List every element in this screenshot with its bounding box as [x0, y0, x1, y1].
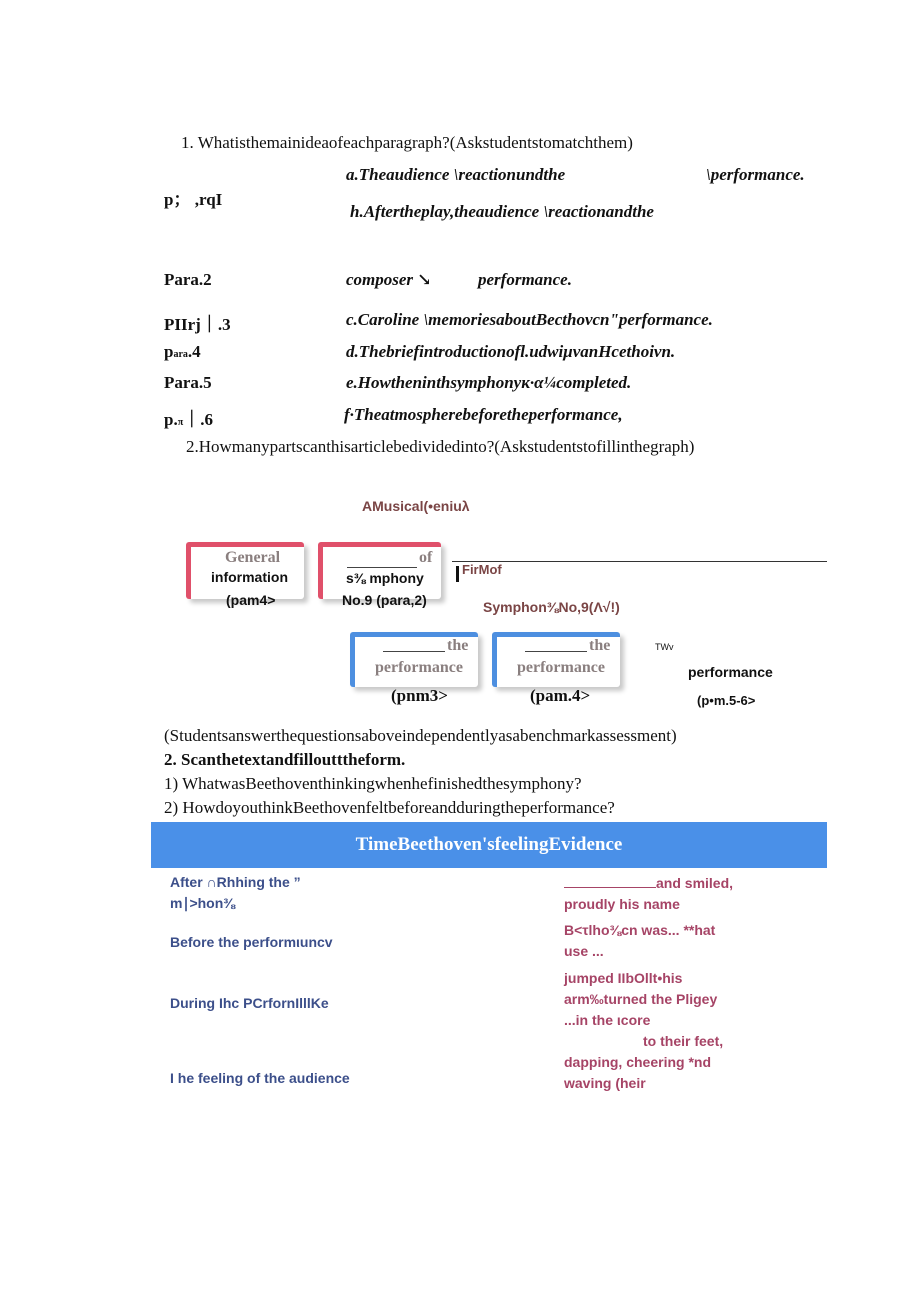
row3-evidence-line1: jumped IIbOllt•his — [564, 970, 683, 986]
row1-label-line1: After ∩Rhhing the ” — [170, 874, 301, 890]
table-row-evidence-4 — [564, 1031, 723, 1094]
card-of-line1: s⅜ mphony — [346, 570, 424, 586]
para-label-6-main: p. — [164, 410, 178, 429]
card-of-blank-line — [347, 567, 417, 568]
section-2-q2: 2) HowdoyouthinkBeethovenfeltbeforeandduringtheperformance? — [164, 798, 615, 817]
row3-label-line1: During Ihc PCrfornIlllKe — [170, 995, 329, 1011]
para-label-5: Para.5 — [164, 373, 212, 392]
para-label-6-end: ｜.6 — [183, 410, 213, 429]
row3-evidence-line3: ...in the ιcore — [564, 1012, 651, 1028]
card5-small: TWv — [655, 642, 674, 652]
table-row-evidence-1 — [564, 873, 733, 915]
card-general-word: General — [225, 549, 281, 566]
row1-evidence-text1: and smiled, — [656, 875, 734, 891]
card-perf1-blank-line — [383, 651, 445, 652]
table-header — [151, 822, 827, 868]
idea-a-end: \performance. — [706, 165, 805, 184]
card-perf2-under: (pam.4> — [530, 686, 591, 705]
section-2-heading: 2. Scanthetextandfilloutttheform. — [164, 750, 406, 769]
row1-label-line2: m∣>hon⅜ — [170, 895, 235, 911]
card-general-line1: information — [211, 569, 288, 585]
card-perf2-word: performance — [517, 659, 605, 676]
row4-evidence-line2: dapping, cheering *nd — [564, 1054, 712, 1070]
idea-a: a.Theaudience \reactionundthe — [346, 165, 566, 184]
idea-b-cont: composer ↘ — [346, 270, 432, 289]
idea-d: d.Thebriefintroductionofl.udwiμvanHcethoivn. — [346, 342, 676, 361]
diagram-title: AMusical(•eniuλ — [362, 498, 470, 514]
section-2-q1: 1) WhatwasBeethoventhinkingwhenhefinishedthesymphony? — [164, 774, 582, 793]
row3-evidence-line2: arm‰turned the Pligey — [564, 991, 718, 1007]
para-label-4-sub: ara — [173, 349, 188, 360]
table-row-evidence-3 — [564, 968, 717, 1031]
row4-label-line1: I he feeling of the audience — [170, 1070, 350, 1086]
card-perf1-word: performance — [375, 659, 463, 676]
idea-b: h.Aftertheplay,theaudience \reactionandthe — [350, 202, 654, 221]
row4-evidence-line1: to their feet, — [643, 1033, 724, 1049]
row1-blank-line — [564, 873, 656, 888]
row1-evidence-line1 — [564, 873, 733, 894]
row2-evidence-line1: B<τlho⅜cn was... **hat — [564, 922, 716, 938]
card5-line2: (p•m.5-6> — [697, 693, 756, 708]
para-label-4 — [164, 342, 201, 362]
idea-c: c.Caroline \memoriesaboutBecthovcn"performance. — [346, 310, 713, 329]
para-label-4-main: p — [164, 342, 174, 361]
card-perf1-the: the — [447, 637, 469, 654]
diagram-right-top: FirMof — [462, 562, 502, 577]
idea-f: f·Theatmospherebeforetheperformance, — [344, 405, 623, 424]
table-row-label-2 — [170, 932, 333, 953]
card-of-line2: No.9 (para,2) — [342, 592, 427, 608]
card-perf2-blank-line — [525, 651, 587, 652]
idea-e: e.Howtheninthsymphonyк·α¼completed. — [346, 373, 632, 392]
para-label-4-end: .4 — [187, 342, 201, 361]
idea-b-end: performance. — [478, 270, 572, 289]
card-perf1-under: (pnm3> — [391, 686, 448, 705]
card5-line1: performance — [688, 664, 773, 680]
diagram-connector-line — [452, 561, 827, 562]
para-label-2: Para.2 — [164, 270, 212, 289]
card-perf2-the: the — [589, 637, 611, 654]
row4-evidence-line3: waving (heir — [564, 1075, 646, 1091]
diagram-bracket-mark — [456, 566, 459, 582]
para-label-6-sub: π — [177, 417, 184, 428]
table-row-label-3 — [170, 993, 329, 1014]
row2-label-line1: Before the performιuncv — [170, 934, 333, 950]
table-row-evidence-2 — [564, 920, 715, 962]
card-general-line2: (pam4> — [226, 592, 276, 608]
para-label-3: PIIrj｜.3 — [164, 315, 231, 334]
card-of-word: of — [419, 549, 433, 566]
table-row-label-4 — [170, 1068, 350, 1089]
para-label-6 — [164, 405, 213, 430]
table-row-label-1 — [170, 872, 301, 914]
card-performance-1 — [350, 632, 478, 687]
row1-evidence-line2: proudly his name — [564, 896, 680, 912]
benchmark-note: (Studentsanswerthequestionsaboveindependentlyasabenchmarkassessment) — [164, 726, 677, 745]
question-2: 2.Howmanypartscanthisarticlebedividedinto?(Askstudentstofillinthegraph) — [186, 437, 695, 456]
question-1: 1. Whatisthemainideaofeachparagraph?(Askstudentstomatchthem) — [181, 133, 633, 152]
table-header-text: TimeBeethoven'sfeelingEvidence — [355, 834, 623, 855]
para-label-1: p； ,rqI — [164, 190, 223, 209]
card-performance-2 — [492, 632, 620, 687]
row2-evidence-line2: use ... — [564, 943, 604, 959]
diagram-right-mid: Symphon⅜No,9(Λ√!) — [483, 599, 620, 615]
